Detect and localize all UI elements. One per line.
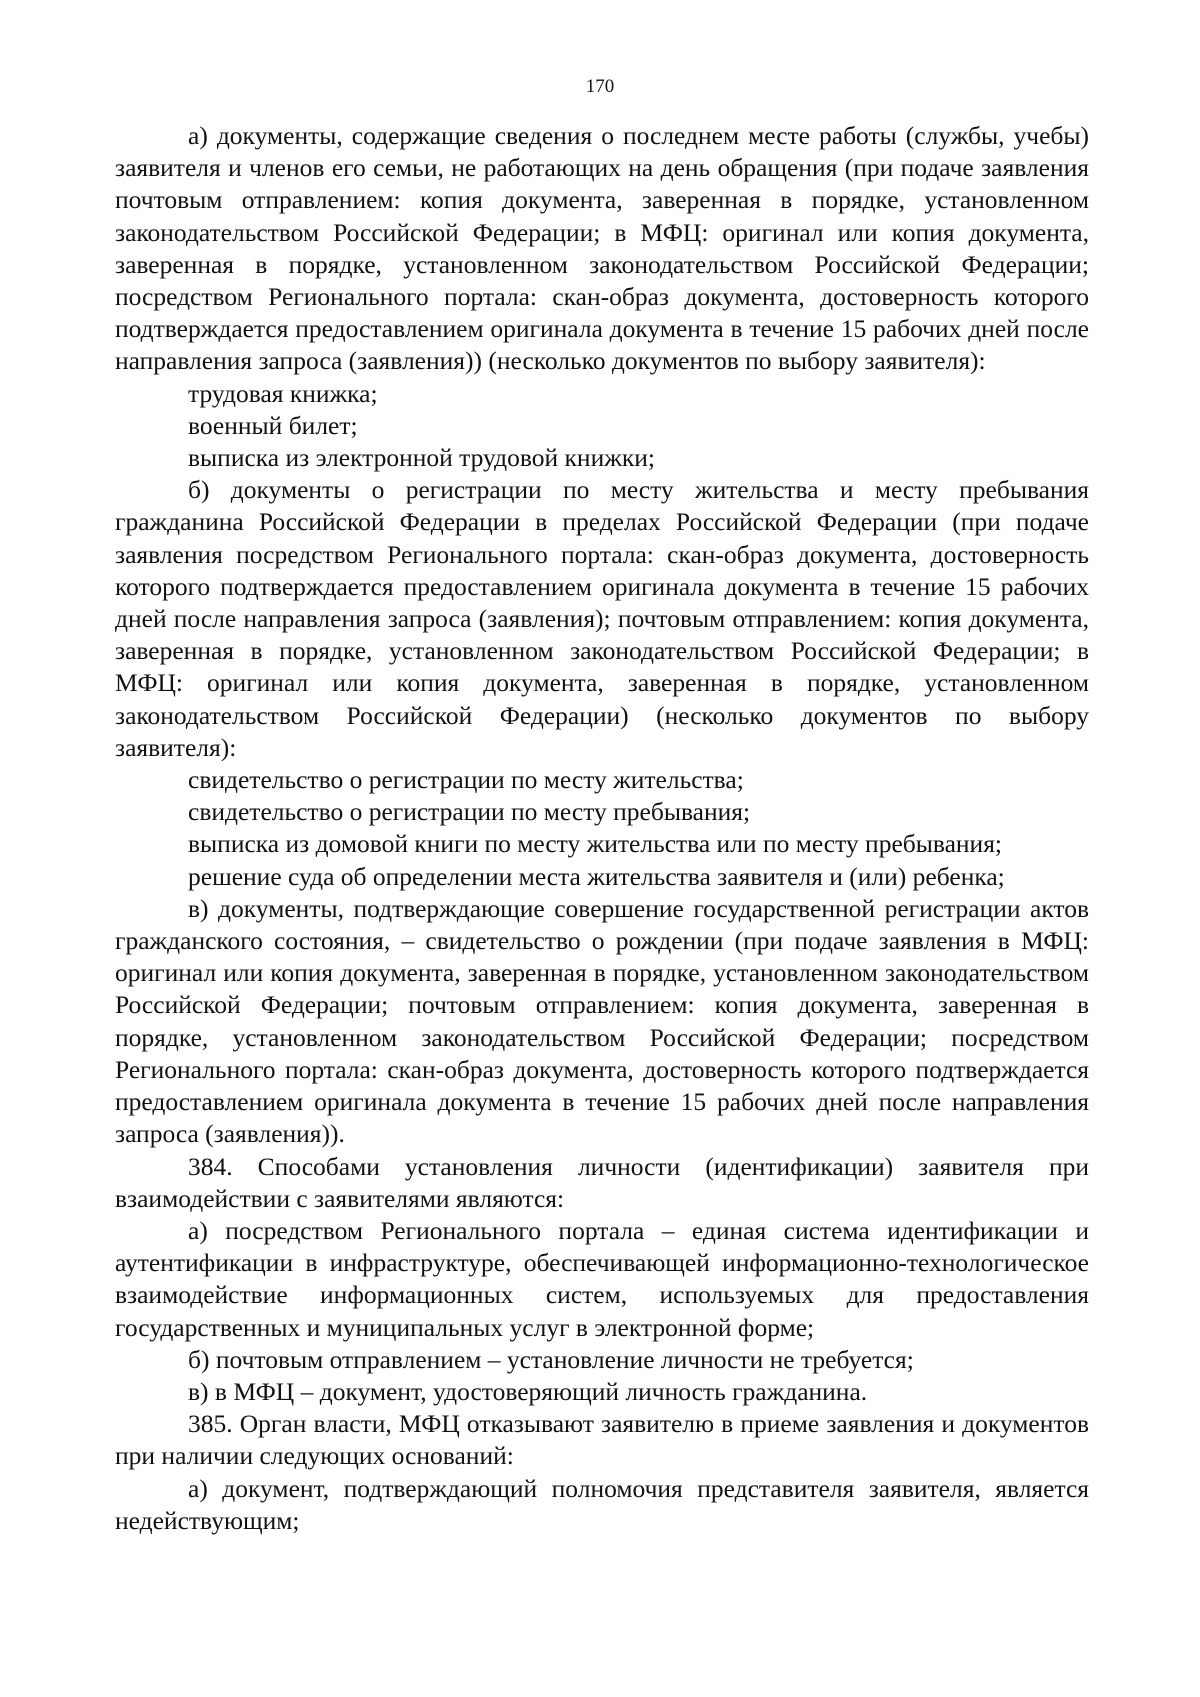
list-item: свидетельство о регистрации по месту пребывания; xyxy=(188,797,751,827)
paragraph-a-invalid-authority: а) документ, подтверждающий полномочия представителя заявителя, является недействующим; xyxy=(115,1473,1089,1535)
list-item: трудовая книжка; xyxy=(188,378,378,408)
list-item: выписка из электронной трудовой книжки; xyxy=(188,443,655,473)
paragraph-b-registration-documents: б) документы о регистрации по месту жительства и месту пребывания гражданина Российской Федерации в пределах Российской Федерации (при подаче заявления посредством Регионального портала: скан-образ документа, достоверность которого подтверждается предоставлением оригинала документа в течение 15 рабочих дней после направления запроса (заявления); почтовым отправлением: копия документа, заверенная в порядке, установленном законодательством Российской Федерации; в МФЦ: оригинал или копия документа, заверенная в порядке, установленном законодательством Российской Федерации) (несколько документов по выбору заявителя): xyxy=(115,475,1089,762)
list-item: выписка из домовой книги по месту жительства или по месту пребывания; xyxy=(188,829,1003,859)
list-item: б) почтовым отправлением – установление личности не требуется; xyxy=(188,1344,914,1374)
list-item: решение суда об определении места жительства заявителя и (или) ребенка; xyxy=(188,861,1005,891)
page-number: 170 xyxy=(585,76,615,97)
list-item: военный билет; xyxy=(188,410,358,440)
clause-384: 384. Способами установления личности (идентификации) заявителя при взаимодействии с заявителями являются: xyxy=(115,1151,1089,1213)
paragraph-a-regional-portal: а) посредством Регионального портала – единая система идентификации и аутентификации в инфраструктуре, обеспечивающей информационно-технологическое взаимодействие информационных систем, используемых для предоставления государственных и муниципальных услуг в электронной форме; xyxy=(115,1215,1089,1342)
list-item: свидетельство о регистрации по месту жительства; xyxy=(188,765,744,795)
document-body xyxy=(115,120,1089,1537)
clause-385: 385. Орган власти, МФЦ отказывают заявителю в приеме заявления и документов при наличии следующих оснований: xyxy=(115,1409,1089,1471)
paragraph-a-work-documents: а) документы, содержащие сведения о последнем месте работы (службы, учебы) заявителя и членов его семьи, не работающих на день обращения (при подаче заявления почтовым отправлением: копия документа, заверенная в порядке, установленном законодательством Российской Федерации; в МФЦ: оригинал или копия документа, заверенная в порядке, установленном законодательством Российской Федерации; посредством Регионального портала: скан-образ документа, достоверность которого подтверждается предоставлением оригинала документа в течение 15 рабочих дней после направления запроса (заявления)) (несколько документов по выбору заявителя): xyxy=(115,121,1089,376)
paragraph-v-civil-status-documents: в) документы, подтверждающие совершение государственной регистрации актов гражданского состояния, – свидетельство о рождении (при подаче заявления в МФЦ: оригинал или копия документа, заверенная в порядке, установленном законодательством Российской Федерации; почтовым отправлением: копия документа, заверенная в порядке, установленном законодательством Российской Федерации; посредством Регионального портала: скан-образ документа, достоверность которого подтверждается предоставлением оригинала документа в течение 15 рабочих дней после направления запроса (заявления)). xyxy=(115,893,1089,1149)
list-item: в) в МФЦ – документ, удостоверяющий личность гражданина. xyxy=(188,1376,868,1406)
